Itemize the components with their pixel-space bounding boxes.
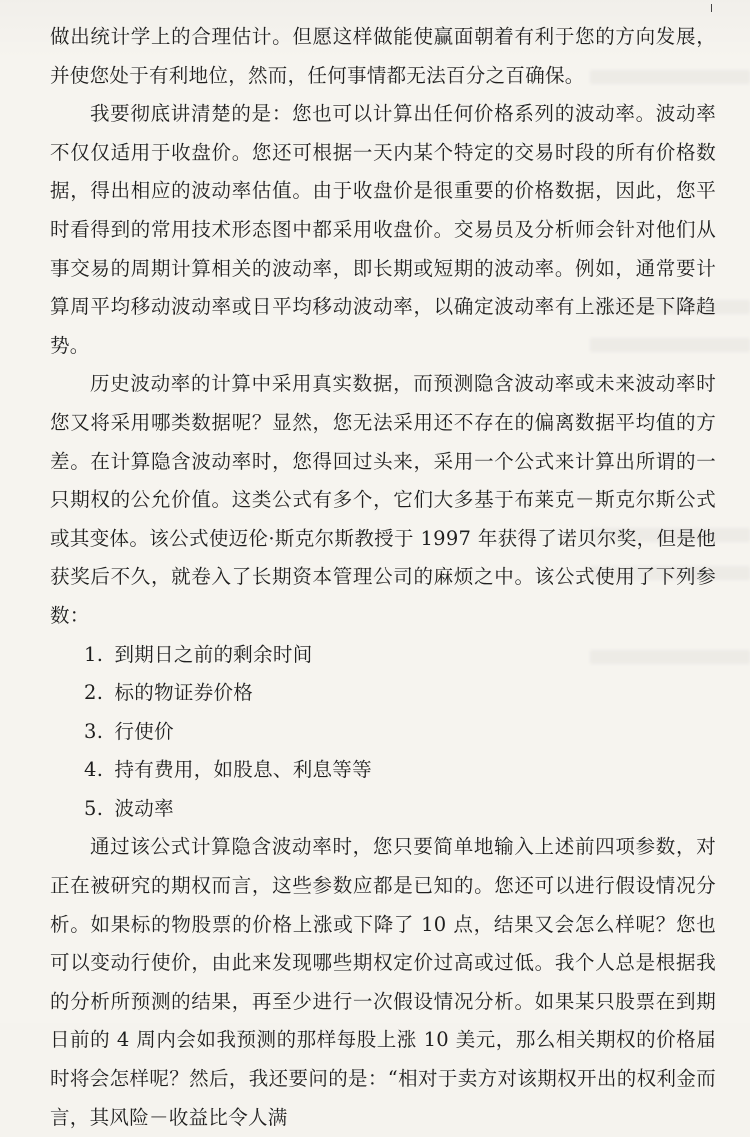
list-item bbox=[84, 790, 716, 829]
list-item-label: 波动率 bbox=[114, 796, 174, 820]
show-through-shadow bbox=[590, 70, 750, 84]
show-through-shadow bbox=[590, 528, 750, 542]
list-item-label: 标的物证券价格 bbox=[114, 681, 254, 705]
show-through-shadow bbox=[590, 338, 750, 352]
list-item-number: 1. bbox=[84, 642, 104, 666]
show-through-shadow bbox=[590, 566, 750, 580]
page-edge-mark bbox=[711, 4, 712, 12]
paragraph-continuation: 做出统计学上的合理估计。但愿这样做能使赢面朝着有利于您的方向发展，并使您处于有利地位，然而，任何事情都无法百分之百确保。 bbox=[50, 25, 716, 87]
paragraph-volatility-any-series: 我要彻底讲清楚的是：您也可以计算出任何价格系列的波动率。波动率不仅仅适用于收盘价。您还可根据一天内某个特定的交易时段的所有价格数据，得出相应的波动率估值。由于收盘价是很重要的价格数据，因此，您平时看得到的常用技术形态图中都采用收盘价。交易员及分析师会针对他们从事交易的周期计算相关的波动率，即长期或短期的波动率。例如，通常要计算周平均移动波动率或日平均移动波动率，以确定波动率有上涨还是下降趋势。 bbox=[50, 102, 716, 357]
list-item bbox=[84, 713, 716, 752]
list-item bbox=[84, 674, 716, 713]
list-item-number: 2. bbox=[84, 681, 104, 705]
list-item-number: 4. bbox=[84, 758, 104, 782]
list-item-label: 行使价 bbox=[114, 719, 174, 743]
show-through-shadow bbox=[590, 300, 750, 314]
list-item-label: 到期日之前的剩余时间 bbox=[114, 642, 313, 666]
formula-parameter-list bbox=[50, 636, 716, 829]
list-item-number: 5. bbox=[84, 796, 104, 820]
show-through-shadow bbox=[590, 650, 750, 664]
paragraph-implied-volatility: 历史波动率的计算中采用真实数据，而预测隐含波动率或未来波动率时您又将采用哪类数据呢？显然，您无法采用还不存在的偏离数据平均值的方差。在计算隐含波动率时，您得回过头来，采用一个公式来计算出所谓的一只期权的公允价值。这类公式有多个，它们大多基于布莱克－斯克尔斯公式或其变体。该公式使迈伦·斯克尔斯教授于 1997 年获得了诺贝尔奖，但是他获奖后不久，就卷入了长期资本管理公司的麻烦之中。该公式使用了下列参数： bbox=[50, 372, 716, 627]
list-item-label: 持有费用，如股息、利息等等 bbox=[114, 758, 372, 782]
paragraph-what-if-analysis: 通过该公式计算隐含波动率时，您只要简单地输入上述前四项参数，对正在被研究的期权而言，这些参数应都是已知的。您还可以进行假设情况分析。如果标的物股票的价格上涨或下降了 10 点，结果又会怎么样呢？您也可以变动行使价，由此来发现哪些期权定价过高或过低。我个人总是根据我的分析所预测的结果，再至少进行一次假设情况分析。如果某只股票在到期日前的 4 周内会如我预测的那样每股上涨 10 美元，那么相关期权的价格届时将会怎样呢？然后，我还要问的是：“相对于卖方对该期权开出的权利金而言，其风险－收益比令人满 bbox=[50, 835, 716, 1129]
list-item bbox=[84, 751, 716, 790]
list-item-number: 3. bbox=[84, 719, 104, 743]
